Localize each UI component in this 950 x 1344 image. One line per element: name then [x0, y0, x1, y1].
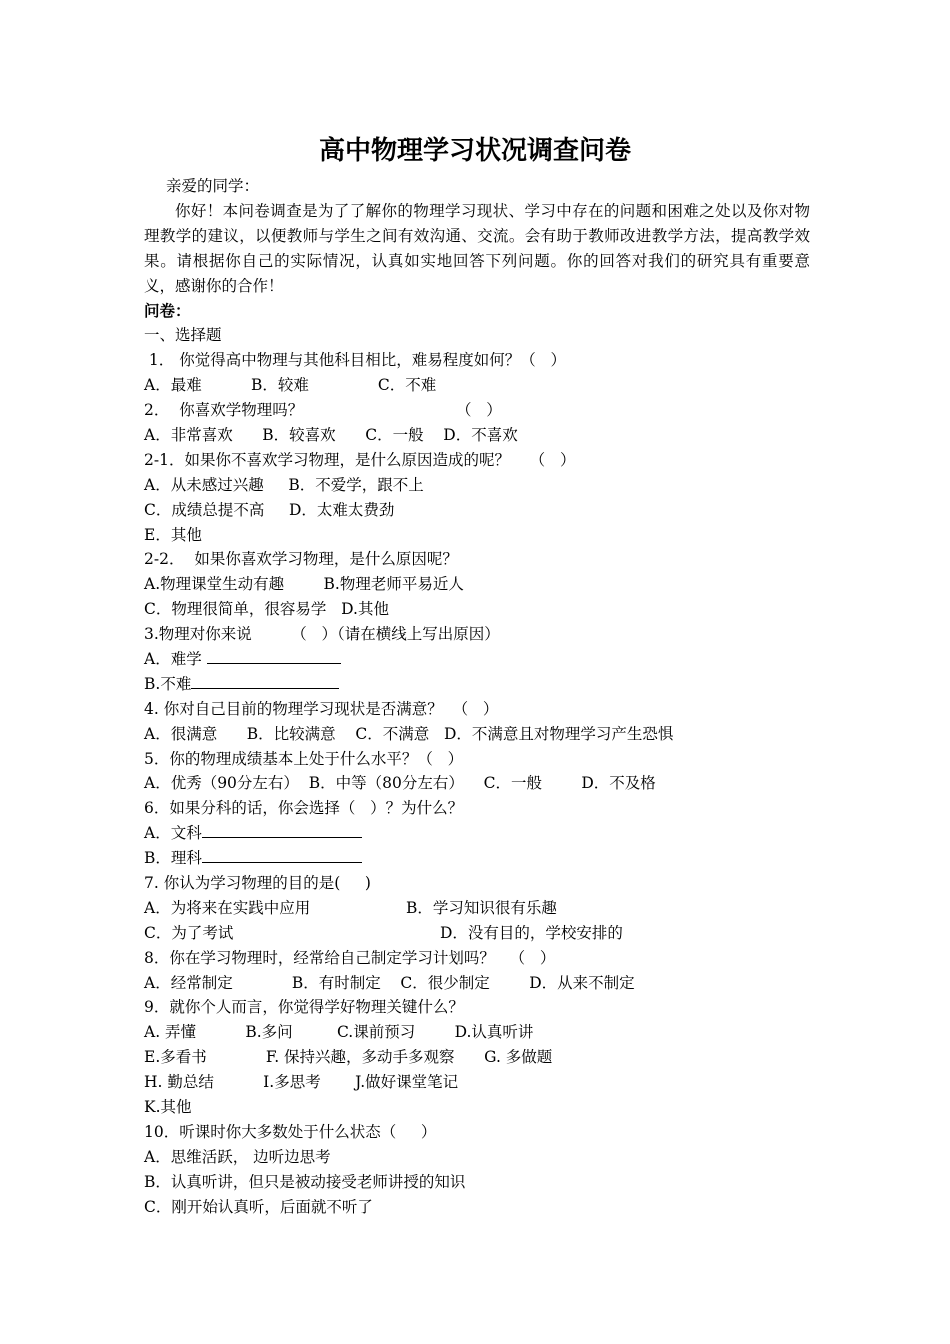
question-7: 7. 你认为学习物理的目的是( ) [144, 874, 371, 892]
question-2-1-option-e: E．其他 [144, 525, 202, 544]
question-2: 2． 你喜欢学物理吗？ （ ） [144, 401, 502, 420]
question-1-options: A．最难 B．较难 C．不难 [144, 376, 437, 395]
question-1: 1． 你觉得高中物理与其他科目相比，难易程度如何？（ ） [144, 351, 566, 370]
question-10: 10．听课时你大多数处于什么状态（ ） [144, 1122, 437, 1141]
question-4: 4. 你对自己目前的物理学习现状是否满意？ （ ） [144, 699, 499, 718]
section-label: 问卷： [144, 300, 191, 320]
question-9-options-row-1: A. 弄懂 B.多问 C.课前预习 D.认真听讲 [144, 1023, 534, 1042]
question-10-option-a: A．思维活跃， 边听边思考 [144, 1147, 331, 1166]
intro-paragraph: 你好！本问卷调查是为了了解你的物理学习现状、学习中存在的问题和困难之处以及你对物理教学的建议，以便教师与学生之间有效沟通、交流。会有助于教师改进教学方法，提高教学效果。请根据你自己的实际情况，认真如实地回答下列问题。你的回答对我们的研究具有重要意义，感谢你的合作！ [144, 201, 810, 295]
greeting: 亲爱的同学： [166, 177, 260, 195]
question-5-options: A．优秀（90分左右） B．中等（80分左右） C．一般 D．不及格 [144, 774, 656, 793]
question-10-option-b: B．认真听讲，但只是被动接受老师讲授的知识 [144, 1172, 466, 1191]
question-6-option-a [144, 821, 810, 846]
question-2-2: 2-2． 如果你喜欢学习物理，是什么原因呢？ [144, 550, 458, 569]
question-10-option-c: C．刚开始认真听，后面就不听了 [144, 1197, 373, 1216]
answer-blank[interactable] [202, 822, 362, 838]
question-7-option-a: A．为将来在实践中应用 [144, 898, 311, 917]
question-3: 3.物理对你来说 （ ）（请在横线上写出原因） [144, 625, 500, 644]
question-8-options: A．经常制定 B．有时制定 C．很少制定 D．从来不制定 [144, 973, 635, 992]
question-5: 5．你的物理成绩基本上处于什么水平？（ ） [144, 749, 464, 768]
question-2-1-options-ab: A．从未感过兴趣 B．不爱学，跟不上 [144, 475, 424, 494]
question-2-options: A．非常喜欢 B．较喜欢 C．一般 D．不喜欢 [144, 425, 518, 444]
question-9-options-row-2: E.多看书 F. 保持兴趣，多动手多观察 G. 多做题 [144, 1048, 553, 1067]
question-2-2-options-cd: C．物理很简单，很容易学 D.其他 [144, 600, 389, 619]
part-label: 一、选择题 [144, 326, 222, 345]
question-3-option-b [144, 672, 810, 697]
question-6-option-b-label: B．理科 [144, 849, 202, 868]
question-2-1-options-cd: C．成绩总提不高 D．太难太费劲 [144, 500, 395, 519]
question-7-option-b: B．学习知识很有乐趣 [406, 898, 557, 917]
question-3-option-a-label: A．难学 [144, 649, 207, 668]
question-7-option-d: D．没有目的，学校安排的 [440, 923, 623, 942]
question-3-option-a [144, 647, 810, 672]
answer-blank[interactable] [191, 673, 339, 689]
questionnaire-body [144, 174, 810, 1219]
question-9: 9．就你个人而言，你觉得学好物理关键什么？ [144, 998, 464, 1017]
question-2-1: 2-1．如果你不喜欢学习物理，是什么原因造成的呢？ （ ） [144, 450, 576, 469]
question-6-option-a-label: A．文科 [144, 824, 202, 843]
page-title: 高中物理学习状况调查问卷 [318, 136, 631, 166]
answer-blank[interactable] [202, 847, 362, 863]
question-8: 8．你在学习物理时，经常给自己制定学习计划吗？ （ ） [144, 948, 556, 967]
question-6-option-b [144, 846, 810, 871]
question-7-options-ab [144, 896, 810, 921]
question-3-option-b-label: B.不难 [144, 674, 192, 693]
question-7-option-c: C．为了考试 [144, 923, 234, 942]
question-9-options-row-4: K.其他 [144, 1098, 192, 1117]
answer-blank[interactable] [207, 648, 341, 664]
question-9-options-row-3: H. 勤总结 I.多思考 J.做好课堂笔记 [144, 1073, 459, 1092]
question-4-options: A．很满意 B．比较满意 C．不满意 D．不满意且对物理学习产生恐惧 [144, 724, 674, 743]
question-7-options-cd [144, 921, 810, 946]
question-2-2-options-ab: A.物理课堂生动有趣 B.物理老师平易近人 [144, 575, 464, 594]
question-6: 6．如果分科的话，你会选择（ ）？为什么？ [144, 799, 464, 818]
